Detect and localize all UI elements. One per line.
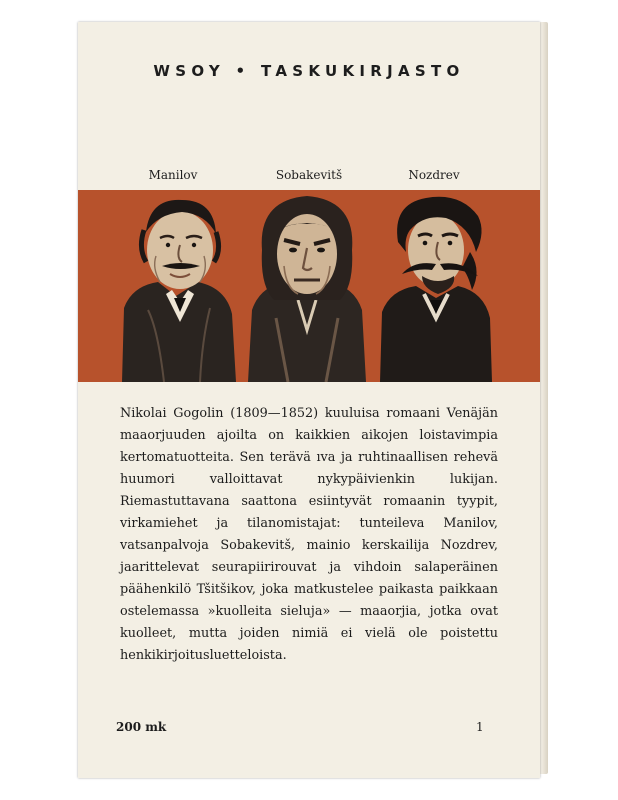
portrait-captions [78,168,540,188]
manilov-portrait [118,190,240,382]
nozdrev-portrait [374,190,498,382]
series-title: WSOY • TASKUKIRJASTO [153,62,465,80]
illustration-band [78,190,540,382]
sobakevits-portrait [248,190,366,382]
caption-sobakevits: Sobakevitš [275,168,343,182]
caption-nozdrev: Nozdrev [408,168,460,182]
book-description: Nikolai Gogolin (1809—1852) kuuluisa romaani Venäjän maaorjuuden ajoilta on kaikkien aikojen loistavimpia kertomatuotteita. Sen terävä ıva ja ruhtinaallisen rehevä huumori valloittavat nykypäivienkin lukijan. Riemastuttavana saattona esiintyvät romaanin tyypit, virkamiehet ja tilanomistajat: tunteileva Manilov, vatsanpalvoja Sobakevitš, mainio kerskailija Nozdrev, jaarittelevat seurapiirirouvat ja vihdoin salaperäinen päähenkilö Tšitšikov, joka matkustelee paikasta paikkaan ostelemassa »kuolleita sieluja» — maaorjia, jotka ovat kuolleet, mutta joiden nimiä ei vielä ole poistettu henkikirjoitusluetteloista. [120,406,498,663]
caption-manilov: Manilov [148,168,198,182]
page-number: 1 [476,720,484,734]
book-back-cover [78,22,540,778]
price-label: 200 mk [116,720,167,734]
